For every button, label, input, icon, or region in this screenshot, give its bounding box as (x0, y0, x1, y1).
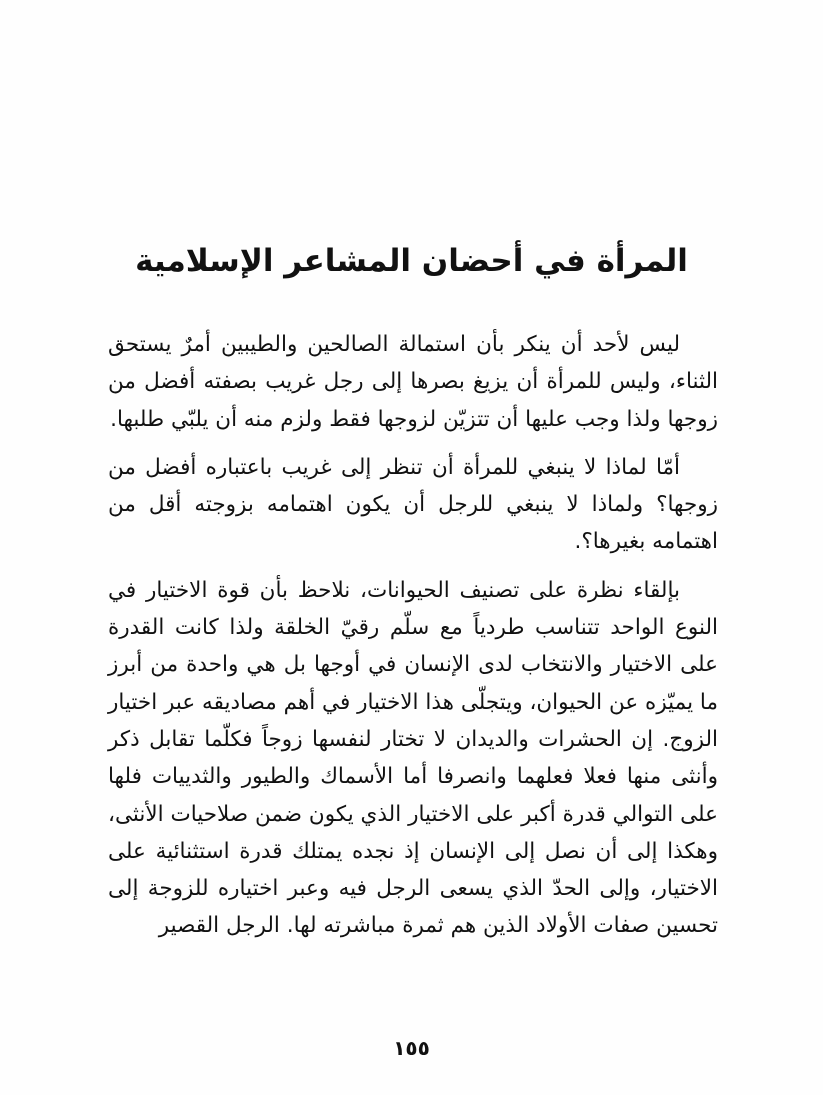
page-number: ١٥٥ (393, 1036, 430, 1060)
chapter-title: المرأة في أحضان المشاعر الإسلامية (135, 242, 688, 279)
paragraph-1: ليس لأحد أن ينكر بأن استمالة الصالحين والطيبين أمرٌ يستحق الثناء، وليس للمرأة أن يزيغ بصرها إلى رجل غريب بصفته أفضل من زوجها ولذا وجب عليها أن تتزيّن لزوجها فقط ولزم منه أن يلبّي طلبها. (108, 332, 718, 432)
paragraph-3: بإلقاء نظرة على تصنيف الحيوانات، نلاحظ بأن قوة الاختيار في النوع الواحد تتناسب طردياً مع سلّم رقيّ الخلقة ولذا كانت القدرة على الاختيار والانتخاب لدى الإنسان في أوجها بل هي واحدة من أبرز ما يميّزه عن الحيوان، ويتجلّى هذا الاختيار في أهم مصاديقه عبر اختيار الزوج. إن الحشرات والديدان لا تختار لنفسها زوجاً فكلّما تقابل ذكر وأنثى منها فعلا فعلهما وانصرفا أما الأسماك والطيور والثدييات فلها على التوالي قدرة أكبر على الاختيار الذي يكون ضمن صلاحيات الأنثى، وهكذا إلى أن نصل إلى الإنسان إذ نجده يمتلك قدرة استثنائية على الاختيار، وإلى الحدّ الذي يسعى الرجل فيه وعبر اختياره للزوجة إلى تحسين صفات الأولاد الذين هم ثمرة مباشرته لها. الرجل القصير (108, 577, 718, 939)
body-text (108, 326, 718, 945)
paragraph-2: أمّا لماذا لا ينبغي للمرأة أن تنظر إلى غريب باعتباره أفضل من زوجها؟ ولماذا لا ينبغي للرجل أن يكون اهتمامه بزوجته أقل من اهتمامه بغيرها؟. (108, 454, 718, 555)
